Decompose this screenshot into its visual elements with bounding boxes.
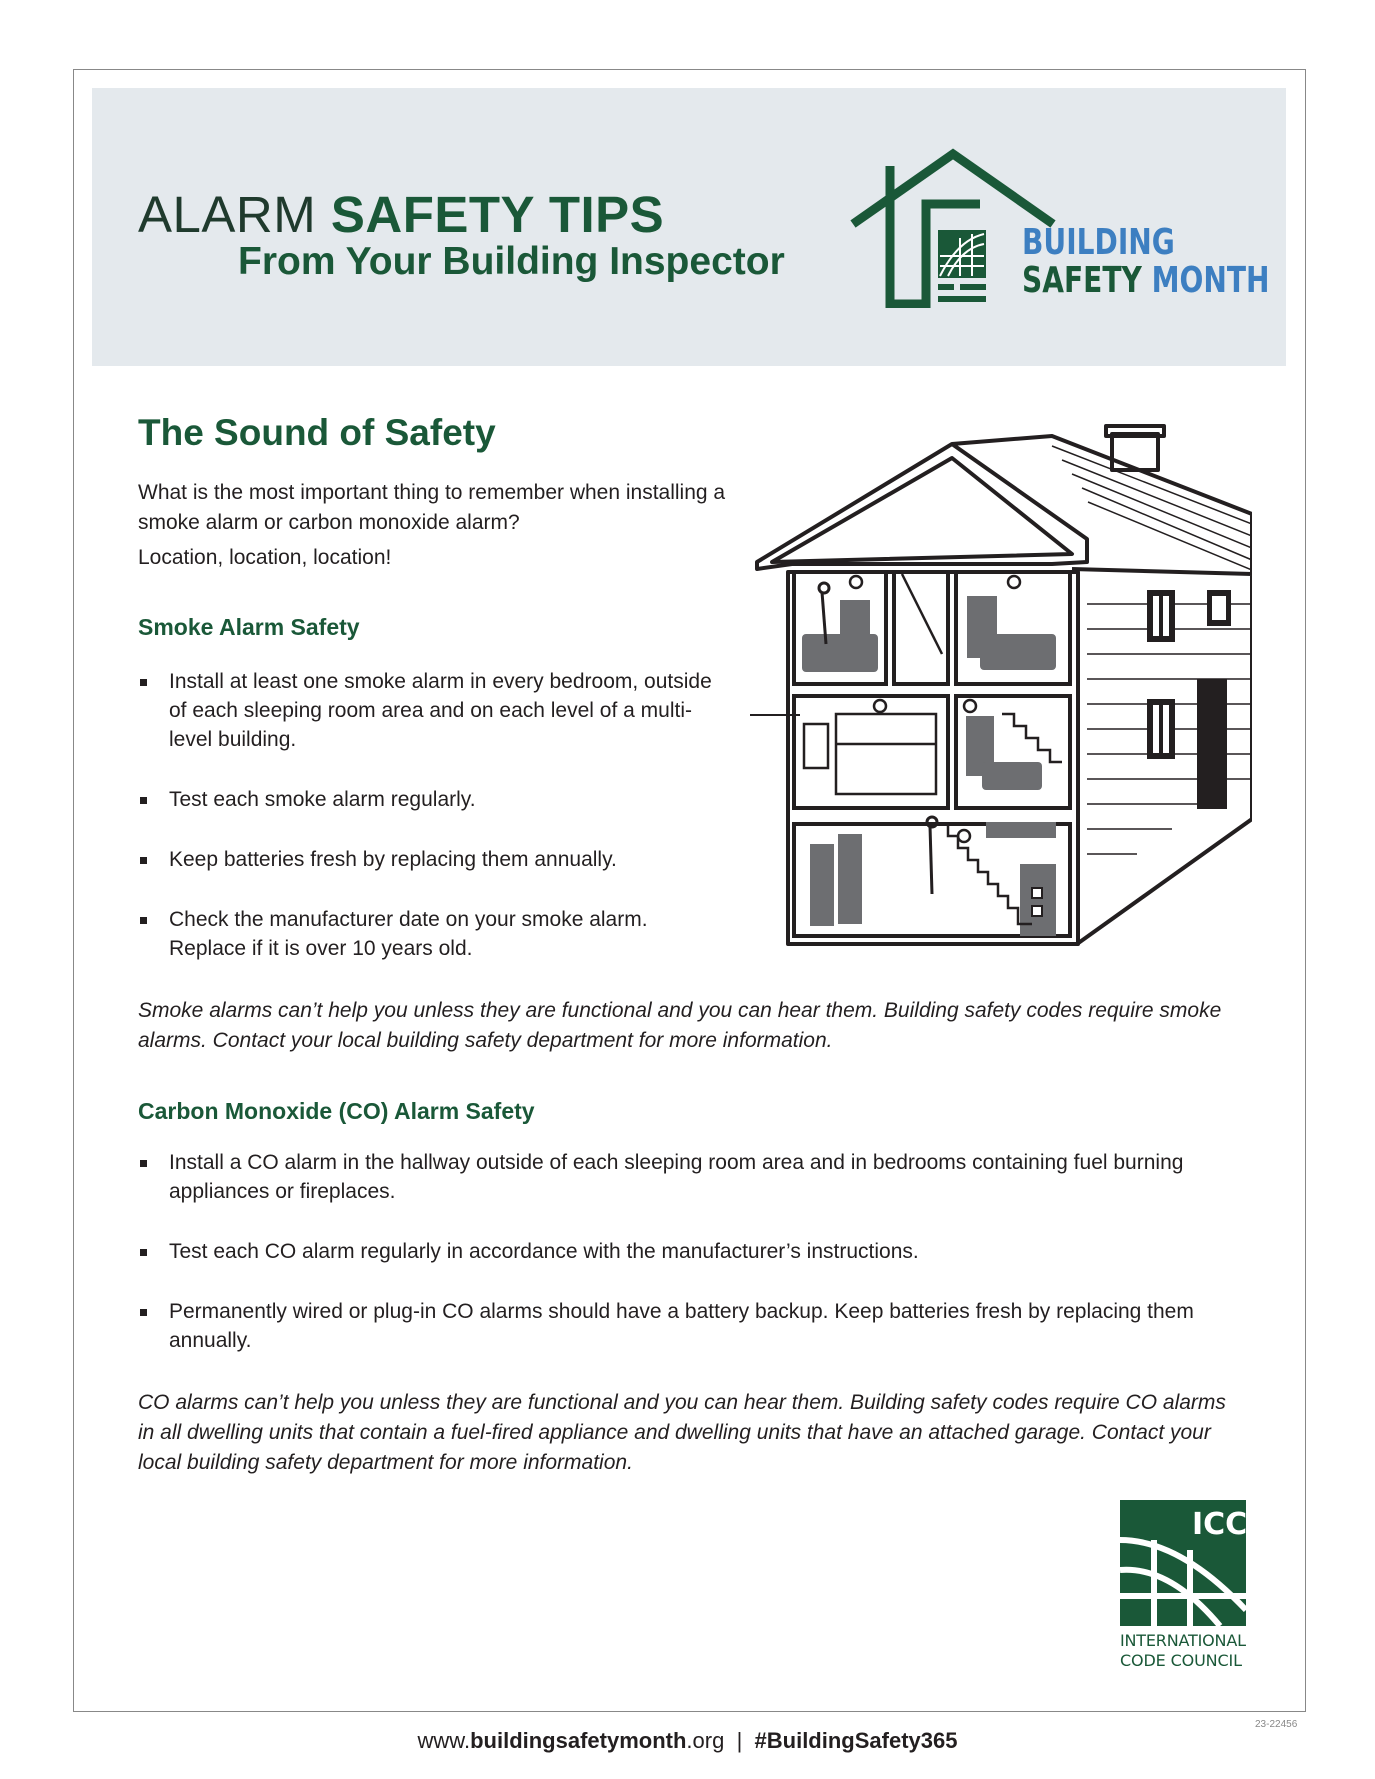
icc-line1: INTERNATIONAL [1120, 1631, 1246, 1650]
bsm-month: MONTH [1151, 260, 1270, 301]
page-title [138, 185, 664, 244]
section-title: The Sound of Safety [138, 412, 496, 453]
list-item: Permanently wired or plug-in CO alarms should have a battery backup. Keep batteries fresh by replacing them annually. [138, 1297, 1248, 1355]
title-bold: SAFETY TIPS [330, 186, 665, 243]
intro-answer: Location, location, location! [138, 546, 392, 569]
footer-hashtag: #BuildingSafety365 [754, 1728, 958, 1753]
icc-line2: CODE COUNCIL [1120, 1651, 1242, 1670]
title-light: ALARM [138, 186, 331, 243]
bsm-safety: SAFETY [1022, 260, 1152, 301]
list-item: Install at least one smoke alarm in every bedroom, outside of each sleeping room area and on each level of a multi-level building. [138, 667, 718, 754]
document-code: 23-22456 [1255, 1719, 1298, 1730]
list-item: Keep batteries fresh by replacing them annually. [138, 845, 718, 874]
list-item: Test each CO alarm regularly in accordance with the manufacturer’s instructions. [138, 1237, 1248, 1266]
footer-url-domain[interactable]: buildingsafetymonth [470, 1728, 687, 1753]
co-heading: Carbon Monoxide (CO) Alarm Safety [138, 1098, 535, 1124]
list-item: Install a CO alarm in the hallway outside of each sleeping room area and in bedrooms containing fuel burning appliances or fireplaces. [138, 1148, 1248, 1206]
co-note: CO alarms can’t help you unless they are functional and you can hear them. Building safety codes require CO alarms in all dwelling units that contain a fuel-fired appliance and dwelling units that have an attached garage. Contact your local building safety department for more information. [138, 1391, 1226, 1474]
smoke-heading: Smoke Alarm Safety [138, 614, 360, 640]
smoke-note: Smoke alarms can’t help you unless they are functional and you can hear them. Building safety codes require smoke alarms. Contact your local building safety department for more information. [138, 999, 1222, 1052]
icc-logo [1120, 1500, 1250, 1670]
footer-separator: | [724, 1728, 755, 1753]
footer [0, 1728, 1375, 1754]
page-subtitle: From Your Building Inspector [238, 240, 785, 283]
smoke-list [138, 667, 718, 963]
footer-url-suffix: .org [686, 1728, 725, 1753]
bsm-wordmark [1022, 224, 1270, 300]
footer-url-prefix: www. [417, 1728, 471, 1753]
icc-abbr: ICC [1192, 1507, 1248, 1542]
list-item: Check the manufacturer date on your smoke alarm. Replace if it is over 10 years old. [138, 905, 718, 963]
co-list [138, 1148, 1248, 1355]
bsm-building: BUILDING [1022, 222, 1175, 263]
intro-question: What is the most important thing to remember when installing a smoke alarm or carbon monoxide alarm? [138, 481, 726, 534]
house-illustration [752, 424, 1252, 946]
list-item: Test each smoke alarm regularly. [138, 785, 718, 814]
